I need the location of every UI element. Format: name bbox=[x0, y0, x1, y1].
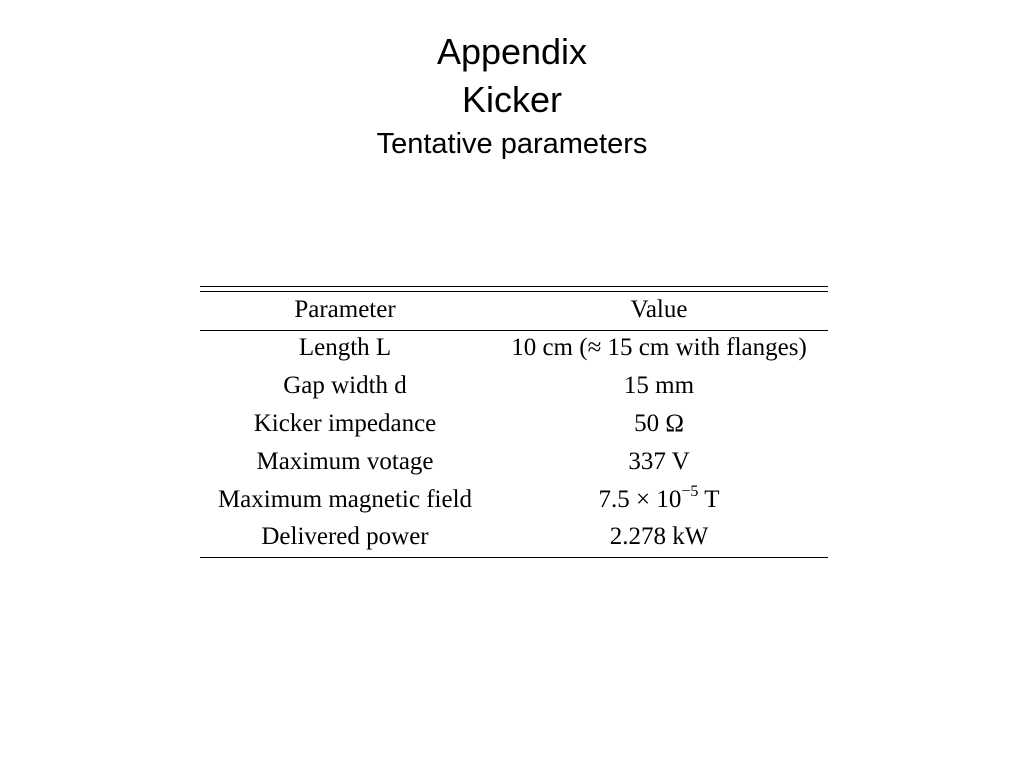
row-value: 337 V bbox=[628, 448, 690, 475]
slide-subtitle: Kicker bbox=[461, 79, 563, 120]
row-parameter: Delivered power bbox=[261, 523, 429, 550]
row-value: 2.278 kW bbox=[609, 523, 709, 550]
value-base: 7.5 × 10 bbox=[598, 486, 682, 513]
value-unit: T bbox=[698, 486, 720, 513]
row-parameter: Maximum magnetic field bbox=[217, 486, 473, 513]
header-parameter: Parameter bbox=[294, 296, 396, 323]
row-parameter: Kicker impedance bbox=[253, 410, 437, 437]
row-parameter: Gap width d bbox=[283, 372, 407, 399]
row-value: 15 mm bbox=[623, 372, 695, 399]
row-value: 50 Ω bbox=[634, 410, 684, 437]
top-rule bbox=[200, 286, 828, 287]
row-parameter: Length L bbox=[298, 334, 392, 361]
row-value: 10 cm (≈ 15 cm with flanges) bbox=[511, 334, 807, 361]
row-value bbox=[490, 481, 828, 519]
slide-caption: Tentative parameters bbox=[376, 128, 648, 160]
bottom-rule bbox=[200, 557, 828, 558]
header-value: Value bbox=[630, 296, 688, 323]
slide-title: Appendix bbox=[436, 31, 588, 72]
value-exponent: −5 bbox=[681, 483, 699, 500]
row-parameter: Maximum votage bbox=[256, 448, 434, 475]
